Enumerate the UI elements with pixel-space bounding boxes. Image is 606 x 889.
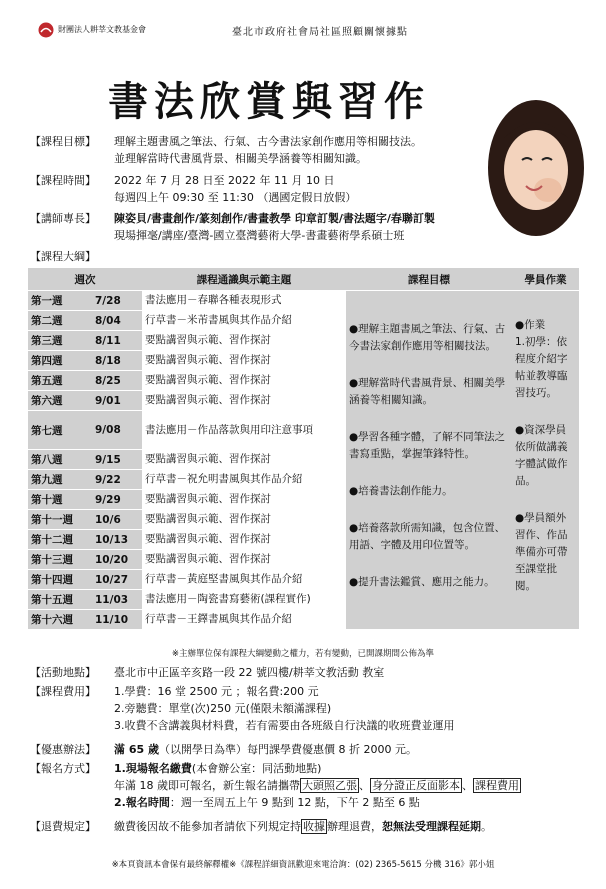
date-cell: 10/20 (92, 550, 142, 570)
goal-line-1: 理解主題書風之筆法、行氣、古今書法家創作應用等相關技法。 (114, 135, 422, 148)
goal-item: ●培養落款所需知識，包含位置、用語、字體及用印位置等。 (349, 522, 506, 551)
required-item-photo: 大頭照乙張 (302, 779, 357, 792)
topic-cell: 書法應用－陶瓷書寫藝術(課程實作) (142, 590, 346, 610)
refund-bold: 恕無法受理課程延期 (382, 820, 481, 833)
time-line-1: 2022 年 7 月 28 日至 2022 年 11 月 10 日 (114, 174, 335, 187)
time-line-2: 每週四上午 09:30 至 11:30 （遇國定假日放假） (114, 191, 357, 204)
week-cell: 第十三週 (28, 550, 92, 570)
topic-cell: 書法應用－作品落款與用印注意事項 (142, 411, 346, 450)
date-cell: 7/28 (92, 291, 142, 311)
outline-label: 【課程大綱】 (30, 250, 96, 263)
week-cell: 第十一週 (28, 510, 92, 530)
week-cell: 第五週 (28, 371, 92, 391)
discount-bold: 滿 65 歲 (114, 743, 159, 756)
topic-cell: 要點講習與示範、習作探討 (142, 351, 346, 371)
date-cell: 8/11 (92, 331, 142, 351)
topic-cell: 書法應用－春聯各種表現形式 (142, 291, 346, 311)
signup-time: ：週一至周五上午 9 點到 12 點，下午 2 點至 6 點 (169, 796, 420, 809)
refund (30, 818, 590, 835)
date-cell: 9/15 (92, 450, 142, 470)
week-cell: 第一週 (28, 291, 92, 311)
week-cell: 第十六週 (28, 610, 92, 630)
week-cell: 第四週 (28, 351, 92, 371)
course-goal (30, 133, 480, 167)
table-row (28, 291, 579, 311)
date-cell: 10/13 (92, 530, 142, 550)
week-cell: 第十五週 (28, 590, 92, 610)
signup-label: 【報名方式】 (30, 762, 96, 775)
date-cell: 9/29 (92, 490, 142, 510)
date-cell: 10/27 (92, 570, 142, 590)
venue-label: 【活動地點】 (30, 666, 96, 679)
topic-cell: 要點講習與示範、習作探討 (142, 450, 346, 470)
week-cell: 第六週 (28, 391, 92, 411)
header-title: 臺北市政府社會局社區照顧關懷據點 (232, 27, 408, 38)
discount-rest: （以開學日為準）每門課學費優惠價 8 折 2000 元。 (158, 743, 417, 756)
signup-line-1-bold: 1.現場報名繳費 (114, 762, 192, 775)
signup: 【報名方式】 1.現場報名繳費(本會辦公室：同活動地點) 年滿 18 歲即可報名，新生報名請攜帶 大頭照乙張 、 身分證正反面影本 、 課程費用 2.報名時間：週一至周五上午 9 點到 12 點，下午 2 點至 6 點 (30, 762, 519, 809)
homework-item: 1.初學：依程度介紹字帖並教導臨習技巧。 (515, 336, 568, 399)
page-header (0, 20, 606, 40)
fee-line-1: 1.學費：16 堂 2500 元 ；報名費:200 元 (114, 685, 319, 698)
signup-time-label: 2.報名時間 (114, 796, 170, 809)
topic-cell: 要點講習與示範、習作探討 (142, 391, 346, 411)
week-cell: 第八週 (28, 450, 92, 470)
topic-cell: 要點講習與示範、習作探討 (142, 510, 346, 530)
week-cell: 第十週 (28, 490, 92, 510)
required-item-fee: 課程費用 (475, 779, 519, 792)
goal-item: ●理解當時代書風背景、相關美學涵養等相關知識。 (349, 377, 506, 406)
week-cell: 第十四週 (28, 570, 92, 590)
signup-line-2: 年滿 18 歲即可報名，新生報名請攜帶 (114, 779, 300, 792)
date-cell: 11/10 (92, 610, 142, 630)
date-cell: 8/04 (92, 311, 142, 331)
date-cell: 8/18 (92, 351, 142, 371)
date-cell: 8/25 (92, 371, 142, 391)
week-cell: 第七週 (28, 411, 92, 450)
goal-label: 【課程目標】 (30, 135, 96, 148)
signup-line-1-rest: (本會辦公室：同活動地點) (191, 762, 322, 775)
refund-mid: 辦理退費， (327, 820, 382, 833)
teacher-line-1: 陳姿貝/書畫創作/篆刻創作/書畫教學 印章訂製/書法題字/春聯訂製 (114, 212, 435, 225)
time-label: 【課程時間】 (30, 174, 96, 187)
teacher-label: 【講師專長】 (30, 212, 96, 225)
date-cell: 9/01 (92, 391, 142, 411)
goals-cell (346, 291, 512, 630)
topic-cell: 行草書－米芾書風與其作品介紹 (142, 311, 346, 331)
topic-cell: 要點講習與示範、習作探討 (142, 331, 346, 351)
col-homework: 學員作業 (512, 268, 579, 291)
homework-cell (512, 291, 579, 630)
week-cell: 第三週 (28, 331, 92, 351)
foundation-logo-icon (38, 22, 54, 38)
refund-receipt: 收據 (303, 820, 325, 833)
footer-note: ※本頁資訊本會保有最終解釋權※《課程詳細資訊歡迎來電洽詢：(02) 2365-5615 分機 316》郭小姐 (111, 860, 495, 870)
goal-item: ●理解主題書風之筆法、行氣、古今書法家創作應用等相關技法。 (349, 323, 506, 352)
venue-text: 臺北市中正區辛亥路一段 22 號四樓/耕莘文教活動 教室 (114, 666, 385, 679)
fee-label: 【課程費用】 (30, 685, 96, 698)
date-cell: 9/22 (92, 470, 142, 490)
discount (30, 741, 590, 758)
schedule-table (28, 268, 579, 630)
col-topic: 課程通識與示範主題 (142, 268, 346, 291)
teacher-line-2: 現場揮毫/講座/臺灣-國立臺灣藝術大學-書畫藝術學系碩士班 (114, 229, 405, 242)
goal-line-2: 並理解當時代書風背景、相關美學涵養等相關知識。 (114, 152, 367, 165)
homework-item: ●資深學員依所做講義字體試做作品。 (515, 424, 568, 487)
topic-cell: 要點講習與示範、習作探討 (142, 550, 346, 570)
topic-cell: 行草書－黃庭堅書風與其作品介紹 (142, 570, 346, 590)
week-cell: 第二週 (28, 311, 92, 331)
homework-item: ●學員額外習作、作品準備亦可帶至課堂批閱。 (515, 512, 568, 592)
page-title: 書法欣賞與習作 (108, 78, 430, 125)
fee-line-2: 2.旁聽費：單堂(次)250 元(僅限未額滿課程) (114, 702, 332, 715)
goal-item: ●培養書法創作能力。 (349, 485, 453, 497)
date-cell: 11/03 (92, 590, 142, 610)
goal-item: ●提升書法鑑賞、應用之能力。 (349, 576, 495, 588)
refund-label: 【退費規定】 (30, 820, 96, 833)
required-item-id-copy: 身分證正反面影本 (372, 779, 460, 792)
instructor-photo (486, 98, 586, 238)
week-cell: 第九週 (28, 470, 92, 490)
fee-line-3: 3.收費不含講義與材料費，若有需要由各班級自行決議的收班費並運用 (114, 719, 455, 732)
schedule-header-row (28, 268, 579, 291)
fees (30, 683, 590, 734)
topic-cell: 要點講習與示範、習作探討 (142, 371, 346, 391)
topic-cell: 要點講習與示範、習作探討 (142, 530, 346, 550)
refund-pre: 繳費後因故不能參加者請依下列規定持 (114, 820, 301, 833)
teacher-info (30, 210, 480, 244)
course-time (30, 172, 480, 206)
topic-cell: 行草書－祝允明書風與其作品介紹 (142, 470, 346, 490)
refund-end: 。 (481, 820, 492, 833)
topic-cell: 要點講習與示範、習作探討 (142, 490, 346, 510)
schedule-note: ※主辦單位保有課程大綱變動之權力，若有變動，已開課期間公佈為準 (171, 649, 435, 659)
col-goal: 課程目標 (346, 268, 512, 291)
discount-label: 【優惠辦法】 (30, 743, 96, 756)
date-cell: 10/6 (92, 510, 142, 530)
venue (30, 664, 590, 681)
homework-item: ●作業 (515, 319, 546, 331)
week-cell: 第十二週 (28, 530, 92, 550)
date-cell: 9/08 (92, 411, 142, 450)
col-week: 週次 (28, 268, 142, 291)
org-name: 財團法人耕莘文教基金會 (58, 25, 146, 34)
goal-item: ●學習各種字體，了解不同筆法之書寫重點，掌握筆鋒特性。 (349, 431, 506, 460)
topic-cell: 行草書－王鐸書風與其作品介紹 (142, 610, 346, 630)
